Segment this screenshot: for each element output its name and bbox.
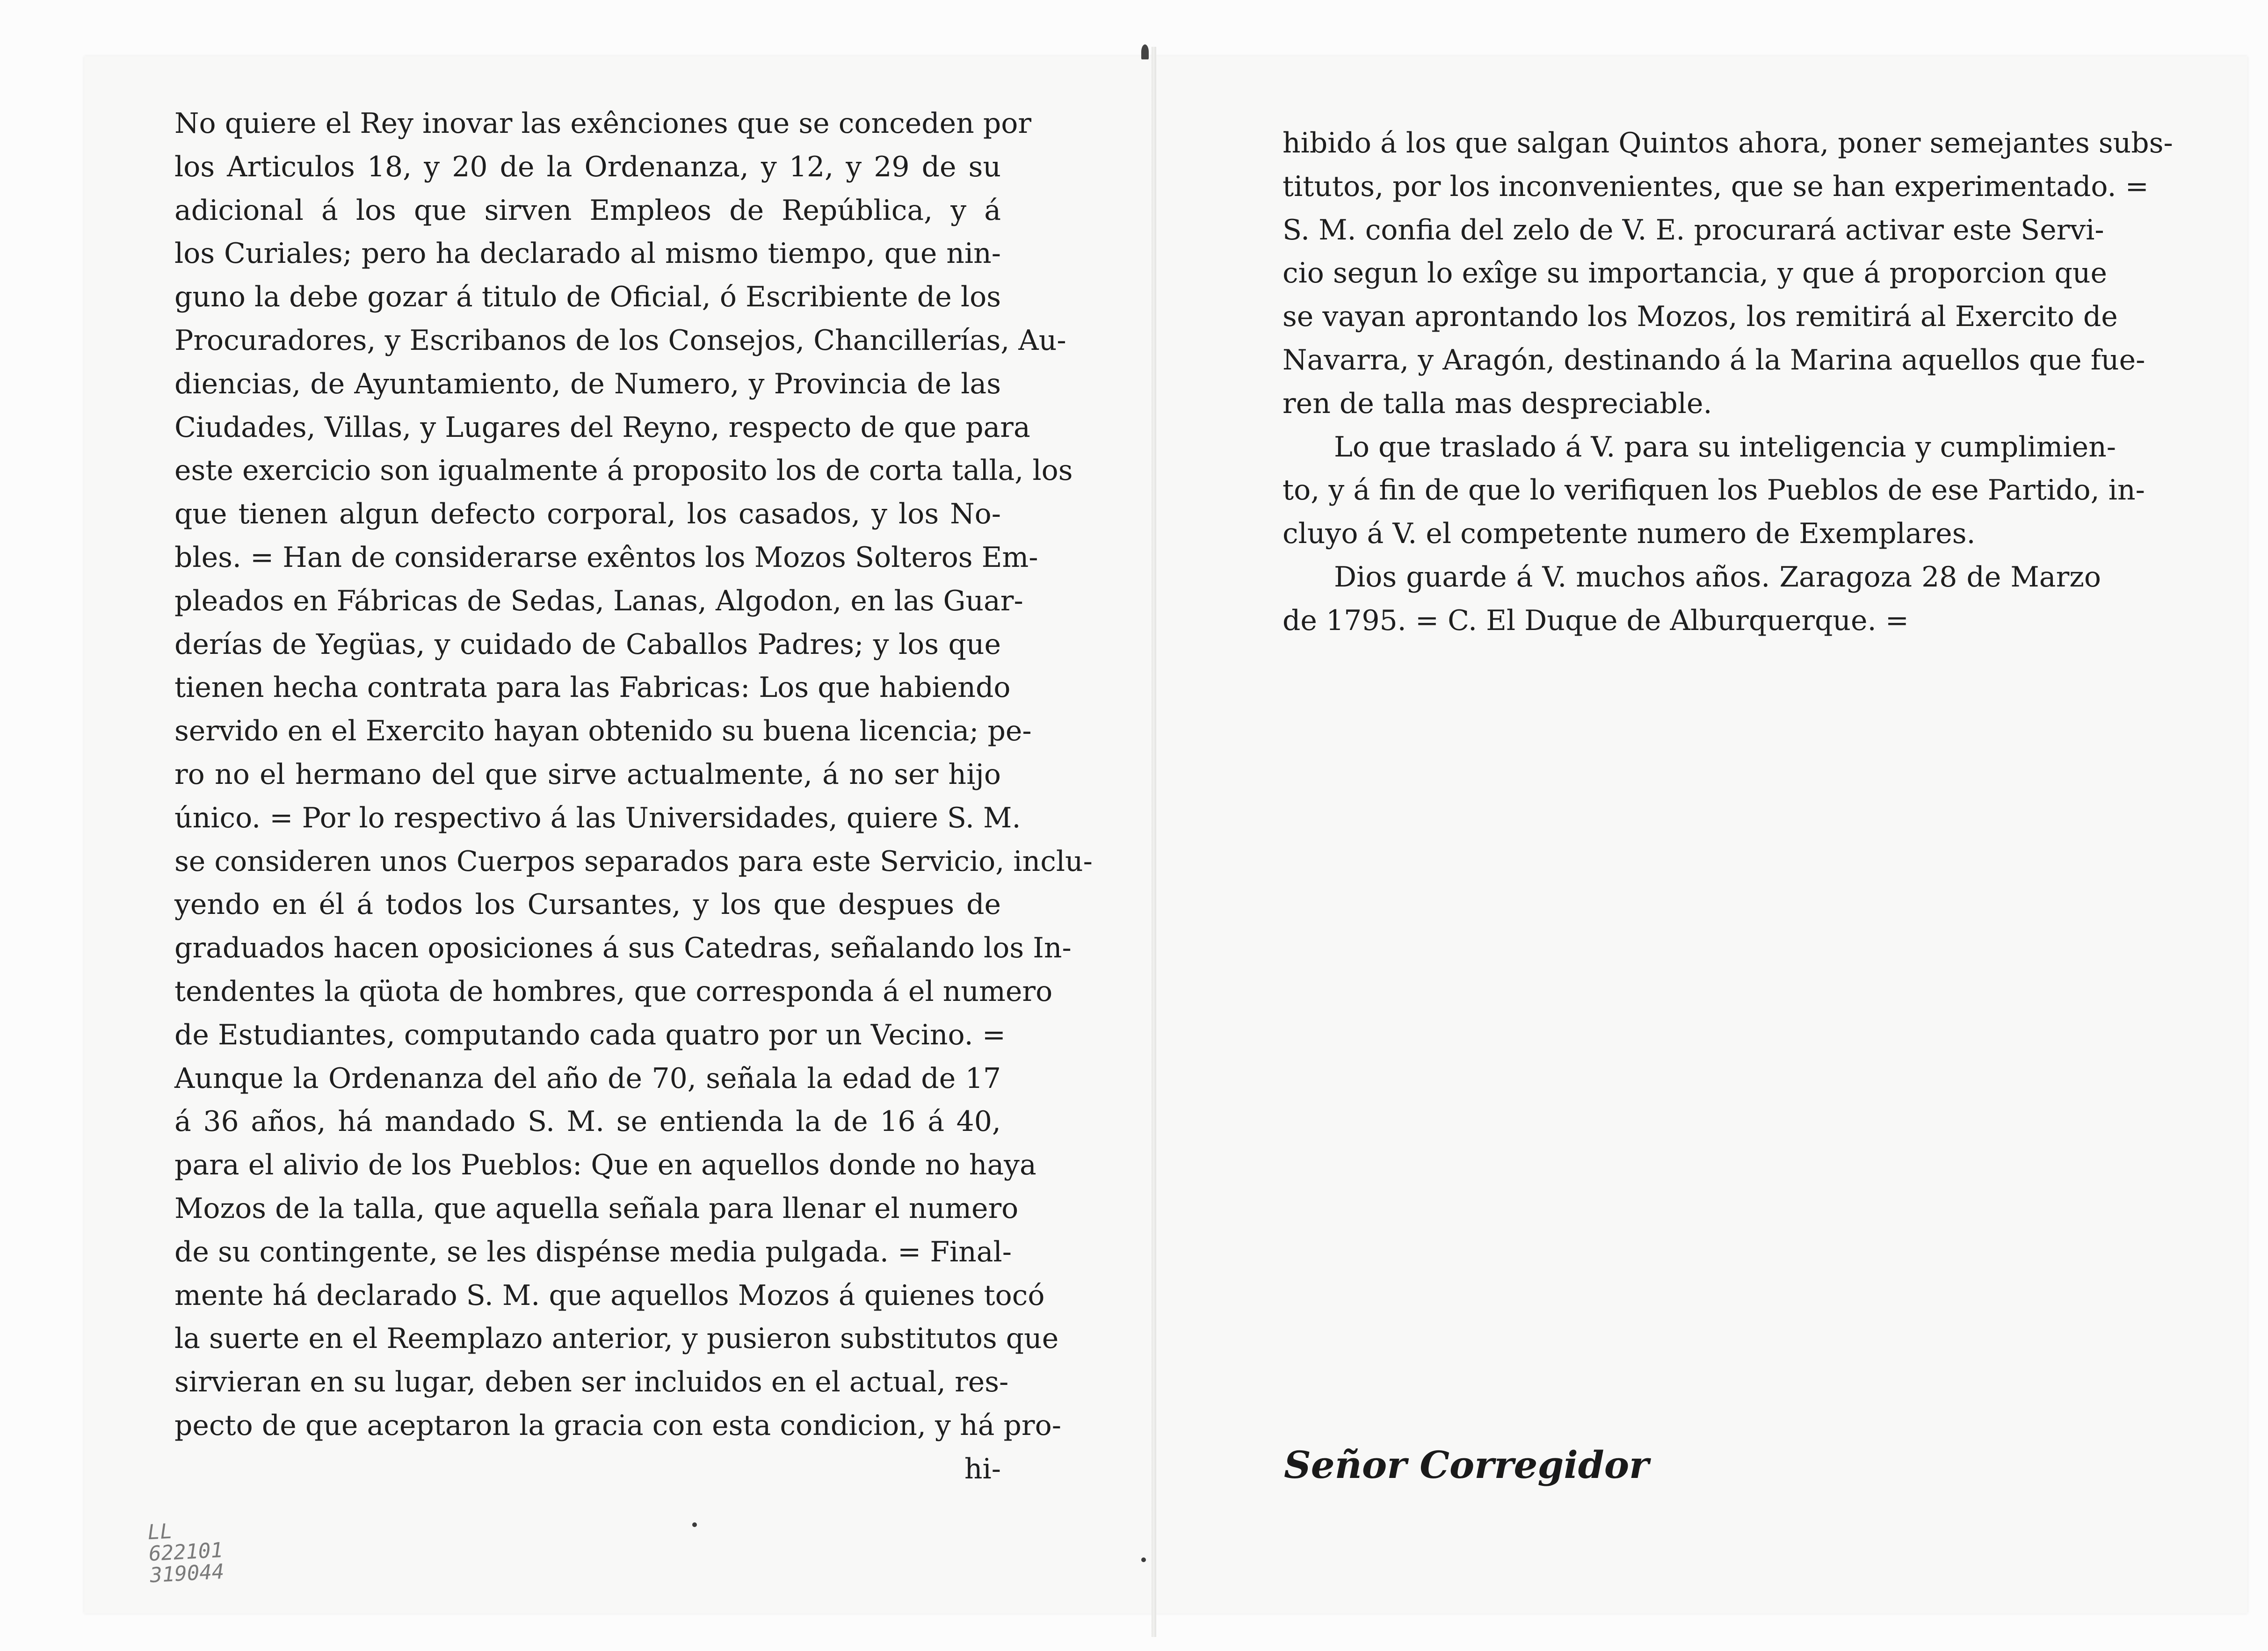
text-line: Mozos de la talla, que aquella señala para llenar el numero: [174, 1192, 1019, 1225]
text-line: titutos, por los inconvenientes, que se han experimentado. =: [1283, 170, 2149, 203]
text-line: ren de talla mas despreciable.: [1283, 387, 1712, 420]
text-line: de 1795. = C. El Duque de Alburquerque. =: [1283, 604, 1909, 637]
text-line: No quiere el Rey inovar las exênciones que se conceden por: [174, 107, 1032, 140]
text-line: para el alivio de los Pueblos: Que en aquellos donde no haya: [174, 1149, 1036, 1182]
text-line: la suerte en el Reemplazo anterior, y pusieron substitutos que: [174, 1322, 1059, 1355]
text-line: S. M. confia del zelo de V. E. procurará activar este Servi-: [1283, 213, 2104, 246]
text-line: yendo en él á todos los Cursantes, y los que despues de: [174, 888, 1001, 921]
paragraph-2: [1283, 426, 2145, 556]
text-line: mente há declarado S. M. que aquellos Mozos á quienes tocó: [174, 1279, 1045, 1312]
shelfmark-line: 622101: [148, 1538, 224, 1566]
shelfmark-line: LL: [147, 1519, 173, 1545]
text-line: diencias, de Ayuntamiento, de Numero, y Provincia de las: [174, 367, 1001, 400]
right-column-text: [1283, 122, 2173, 643]
text-line: adicional á los que sirven Empleos de República, y á: [174, 194, 1001, 227]
text-line: Aunque la Ordenanza del año de 70, señala la edad de 17: [174, 1062, 1001, 1095]
text-line: Lo que traslado á V. para su inteligencia y cumplimien-: [1334, 430, 2116, 463]
text-line: servido en el Exercito hayan obtenido su buena licencia; pe-: [174, 715, 1032, 748]
paragraph-1: [1283, 122, 2173, 426]
text-line: los Articulos 18, y 20 de la Ordenanza, y 12, y 29 de su: [174, 150, 1001, 183]
text-line: to, y á fin de que lo verifiquen los Pueblos de ese Partido, in-: [1283, 474, 2145, 507]
shelfmark-line: 319044: [149, 1559, 225, 1588]
text-line: este exercicio son igualmente á proposito los de corta talla, los: [174, 454, 1073, 487]
text-line: cluyo á V. el competente numero de Exemplares.: [1283, 517, 1976, 550]
text-line: derías de Yegüas, y cuidado de Caballos Padres; y los que: [174, 628, 1001, 661]
text-line: Ciudades, Villas, y Lugares del Reyno, respecto de que para: [174, 411, 1030, 444]
text-line: bles. = Han de considerarse exêntos los Mozos Solteros Em-: [174, 541, 1038, 574]
ink-speck: [1141, 1557, 1146, 1562]
left-column-text: [174, 102, 1093, 1491]
paragraph-3-closing: [1283, 556, 2101, 643]
text-line: pecto de que aceptaron la gracia con esta condicion, y há pro-: [174, 1409, 1061, 1442]
text-line: ro no el hermano del que sirve actualmente, á no ser hijo: [174, 758, 1001, 791]
ink-speck: [692, 1522, 697, 1527]
text-line: tienen hecha contrata para las Fabricas: Los que habiendo: [174, 671, 1011, 704]
text-line: cio segun lo exîge su importancia, y que á proporcion que: [1283, 257, 2108, 290]
addressee-line: Señor Corregidor: [1284, 1443, 1649, 1487]
text-line: de Estudiantes, computando cada quatro por un Vecino. =: [174, 1018, 1006, 1051]
text-line: sirvieran en su lugar, deben ser incluidos en el actual, res-: [174, 1366, 1009, 1399]
text-line: que tienen algun defecto corporal, los casados, y los No-: [174, 498, 1001, 531]
page-fold: [1152, 47, 1156, 1637]
text-line: Dios guarde á V. muchos años. Zaragoza 28 de Marzo: [1334, 560, 2101, 594]
text-line: único. = Por lo respectivo á las Universidades, quiere S. M.: [174, 801, 1021, 834]
catchword: hi-: [964, 1452, 1001, 1485]
text-line: tendentes la qüota de hombres, que corresponda á el numero: [174, 975, 1053, 1008]
text-line: graduados hacen oposiciones á sus Catedras, señalando los In-: [174, 932, 1072, 965]
text-line: se consideren unos Cuerpos separados para este Servicio, inclu-: [174, 845, 1093, 878]
text-line: Procuradores, y Escribanos de los Consejos, Chancillerías, Au-: [174, 324, 1066, 357]
text-line: los Curiales; pero ha declarado al mismo tiempo, que nin-: [174, 237, 1001, 270]
text-line: guno la debe gozar á titulo de Oficial, ó Escribiente de los: [174, 281, 1001, 314]
handwritten-shelfmark: [147, 1518, 225, 1586]
text-line: á 36 años, há mandado S. M. se entienda la de 16 á 40,: [174, 1105, 1001, 1138]
text-line: Navarra, y Aragón, destinando á la Marina aquellos que fue-: [1283, 343, 2145, 377]
text-line: se vayan aprontando los Mozos, los remitirá al Exercito de: [1283, 300, 2118, 333]
binding-mark: [1141, 44, 1149, 59]
text-line: pleados en Fábricas de Sedas, Lanas, Algodon, en las Guar-: [174, 584, 1023, 617]
text-line: de su contingente, se les dispénse media pulgada. = Final-: [174, 1235, 1012, 1268]
text-line: hibido á los que salgan Quintos ahora, poner semejantes subs-: [1283, 127, 2173, 159]
